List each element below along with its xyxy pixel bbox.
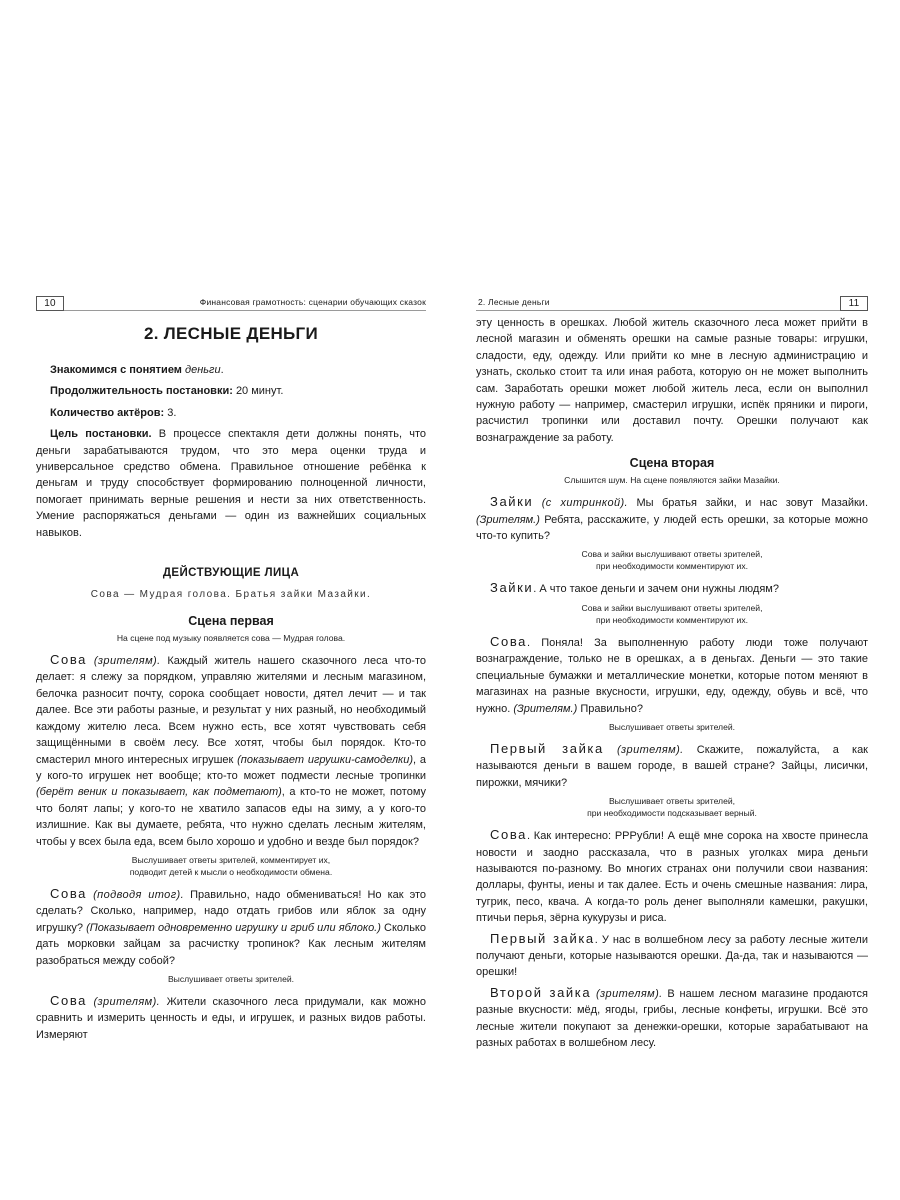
speaker-name: Сова: [50, 992, 88, 1008]
concept-label: Знакомимся с понятием: [50, 364, 182, 376]
speaker-name: Зайки: [490, 494, 534, 510]
speaker-direction: (с хитринкой).: [541, 497, 629, 510]
stage-direction: [36, 854, 426, 878]
speech-text: Ребята, расскажите, у людей есть орешки, за которые можно что-то купить?: [476, 513, 869, 543]
speech-text: . А что такое деньги и зачем они нужны людям?: [533, 583, 779, 596]
speech-text: Жители сказочного леса придумали, как можно сравнить и измерить ценность и еды, и игрушек, и разных видов работы. Измеряют: [36, 995, 426, 1041]
speaker-name: Сова: [490, 633, 528, 649]
speech-text: . У нас в волшебном лесу за работу лесные жители получают деньги, которые называются орешки. Да-да, так и называются — орешки!: [476, 933, 868, 979]
running-head: [36, 296, 426, 311]
page-content: [36, 318, 426, 1047]
concept-value: деньги: [185, 364, 221, 376]
speaker-direction: (зрителям).: [93, 995, 161, 1008]
speaker-name: Сова: [50, 885, 88, 901]
page-number: 11: [840, 296, 868, 311]
speech-text: , а кто-то не может, потому что болят лапы; у кого-то не хватило запасов еды на зиму, а у кого-то излишние. Как вы думаете, ребята, что нужно сделать лесным жителям, чтобы у всех была еда, всем было хорошо и удобно и везде был порядок?: [36, 786, 427, 848]
stage-line: при необходимости комментируют их.: [595, 561, 749, 572]
actors-line: [36, 405, 426, 421]
left-page: [36, 292, 427, 1041]
speech-paragraph: [476, 580, 868, 597]
goal-text: В процессе спектакля дети должны понять, что деньги зарабатываются трудом, что это мера оценки труда и универсальное средство обмена. Правильное отношение ребёнка к деньгам и труду способствует формированию полноценной личности, помогает принимать верные решения и нести за них ответственность. Умение распоряжаться деньгами — один из важнейших социальных навыков.: [36, 428, 427, 539]
speech-text: Правильно?: [580, 702, 643, 715]
speech-paragraph: [476, 494, 868, 544]
speech-text: , а у кого-то игрушек нет вообще; кто-то может подмести лесные тропинки: [36, 753, 427, 782]
actors-label: Количество актёров:: [50, 406, 165, 419]
duration-value: 20 минут.: [235, 385, 284, 398]
speech-paragraph: [476, 827, 868, 926]
speech-paragraph: [476, 985, 868, 1052]
actors-value: 3.: [167, 406, 177, 419]
speaker-direction: (подводя итог).: [93, 888, 185, 901]
goal-label: Цель постановки.: [50, 428, 152, 441]
speaker-direction: (зрителям).: [595, 987, 663, 1000]
duration-line: [36, 383, 426, 399]
speaker-name: Первый зайка: [490, 930, 595, 946]
chapter-title: 2. ЛЕСНЫЕ ДЕНЬГИ: [143, 324, 319, 343]
stage-line: Выслушивает ответы зрителей,: [608, 796, 736, 807]
speech-paragraph: [36, 652, 426, 850]
speech-paragraph: [476, 931, 868, 981]
speech-text: Сколько дать морковки зайцам за расчистку тропинок? Как лесным жителям разобраться между собой?: [36, 921, 426, 967]
stage-line: при необходимости комментируют их.: [595, 614, 749, 625]
stage-line: Сова и зайки выслушивают ответы зрителей,: [581, 549, 763, 560]
speech-paragraph: [476, 741, 868, 791]
stage-direction: [476, 602, 868, 626]
stage-line: подводит детей к мысли о необходимости обмена.: [129, 866, 333, 877]
running-head-text: Финансовая грамотность: сценарии обучающих сказок: [199, 297, 426, 307]
speaker-name: Сова: [50, 652, 88, 668]
speech-italic: (показывает игрушки-самоделки): [237, 753, 414, 766]
speech-paragraph: [36, 993, 426, 1043]
speech-text: Скажите, пожалуйста, а как называются деньги в вашем городе, в вашей стране? Зайцы, лисички, пирожки, мячики?: [476, 743, 868, 789]
speech-text: Правильно, надо обмениваться! Но как это сделать? Сколько, например, надо отдать грибов или яблок за одну игрушку?: [36, 888, 427, 934]
speech-paragraph: [36, 886, 426, 969]
running-head-text: 2. Лесные деньги: [478, 297, 550, 307]
stage-line: Выслушивает ответы зрителей, комментирует их,: [131, 854, 331, 865]
running-head: [476, 296, 868, 311]
page-content: [476, 315, 868, 1055]
stage-direction: [476, 548, 868, 572]
right-page: [476, 292, 869, 1049]
continuation-paragraph: эту ценность в орешках. Любой житель сказочного леса может прийти в лесной магазин и обменять орешки на самые разные товары: игрушки, сладости, еду, одежду. Или прийти ко мне в лесную администрацию и узнать, сколько стоит та или иная работа, которую он не может выполнить сам. Заработать орешки может любой житель леса, если он выполнил нужную работу — например, смастерил игрушки, испёк пряники и пироги, расчистил тропинки или доставил почту. Орешки получают как вознаграждение за работу.: [476, 317, 868, 444]
speech-italic: (Зрителям.): [476, 513, 540, 526]
stage-direction: На сцене под музыку появляется сова — Мудрая голова.: [116, 633, 346, 644]
speech-italic: (Зрителям.): [513, 702, 578, 715]
speaker-name: Второй зайка: [490, 984, 592, 1000]
speech-paragraph: [476, 634, 868, 717]
speech-text: . Как интересно: РРРубли! А ещё мне сорока на хвосте принесла новости и заодно рассказала, что в разных уголках мира деньги называются по-разному. Во многих странах они получили свои названия: доллары, фунты, иены и так далее. Есть и очень смешные названия: лира, тугрик, песо, квача. А когда-то роль денег выполняли камешки, ракушки, птичьи перья, зёрна кукурузы и риса.: [476, 830, 868, 925]
speech-italic: (берёт веник и показывает, как подметают): [36, 786, 282, 799]
stage-direction: Слышится шум. На сцене появляются зайки Мазайки.: [564, 475, 780, 486]
page-number: 10: [36, 296, 64, 311]
stage-direction: Выслушивает ответы зрителей.: [608, 721, 736, 732]
speaker-name: Первый зайка: [490, 740, 604, 756]
stage-direction: Выслушивает ответы зрителей.: [167, 973, 295, 984]
stage-line: при необходимости подсказывает верный.: [587, 808, 757, 819]
speaker-name: Зайки: [490, 580, 534, 596]
speaker-direction: (зрителям).: [93, 655, 161, 668]
goal-paragraph: [36, 426, 426, 541]
stage-direction: [476, 795, 868, 819]
cast-heading: ДЕЙСТВУЮЩИЕ ЛИЦА: [162, 567, 300, 580]
speaker-direction: (зрителям).: [616, 743, 684, 756]
speech-italic: (Показывает одновременно игрушку и гриб или яблоко.): [86, 921, 381, 934]
stage-line: Сова и зайки выслушивают ответы зрителей,: [581, 602, 763, 613]
speech-text: Мы братья зайки, и нас зовут Мазайки.: [636, 497, 869, 510]
concept-line: Знакомимся с понятием деньги.: [50, 364, 224, 376]
speech-text: . Поняла! За выполненную работу люди тоже получают вознаграждение, только не в орешках, а в деньгах. Деньги — это такие специальные бумажки и металлические монетки, которые потом меняют в магазинах на разные вкусности, игрушки, еду, одежду, обувь и всё, что нужно.: [476, 636, 868, 715]
scene-title: Сцена первая: [188, 614, 274, 629]
scene-title: Сцена вторая: [629, 456, 715, 471]
duration-label: Продолжительность постановки:: [50, 385, 233, 398]
speech-text: Каждый житель нашего сказочного леса что-то делает: я слежу за порядком, управляю жителями и лесным магазином, белочка разносит почту, сорока сообщает новости, дятел лечит — и так далее. Все эти работы разные, и результат у них разный, но необходимый каждому жителю леса. Всем нужно есть, все хотят чувствовать себя защищёнными в своём лесу. Все хотят, чтобы был порядок. Кто-то смастерил много интересных игрушек: [36, 655, 427, 766]
speaker-name: Сова: [490, 827, 528, 843]
cast-list: Сова — Мудрая голова. Братья зайки Мазайки.: [90, 589, 372, 601]
speech-text: В нашем лесном магазине продаются разные вкусности: мёд, ягоды, грибы, лесные конфеты, игрушки. Всё это лесные жители покупают за денежки-орешки, которые зарабатывают на разных работах в волшебном лесу.: [476, 987, 869, 1049]
